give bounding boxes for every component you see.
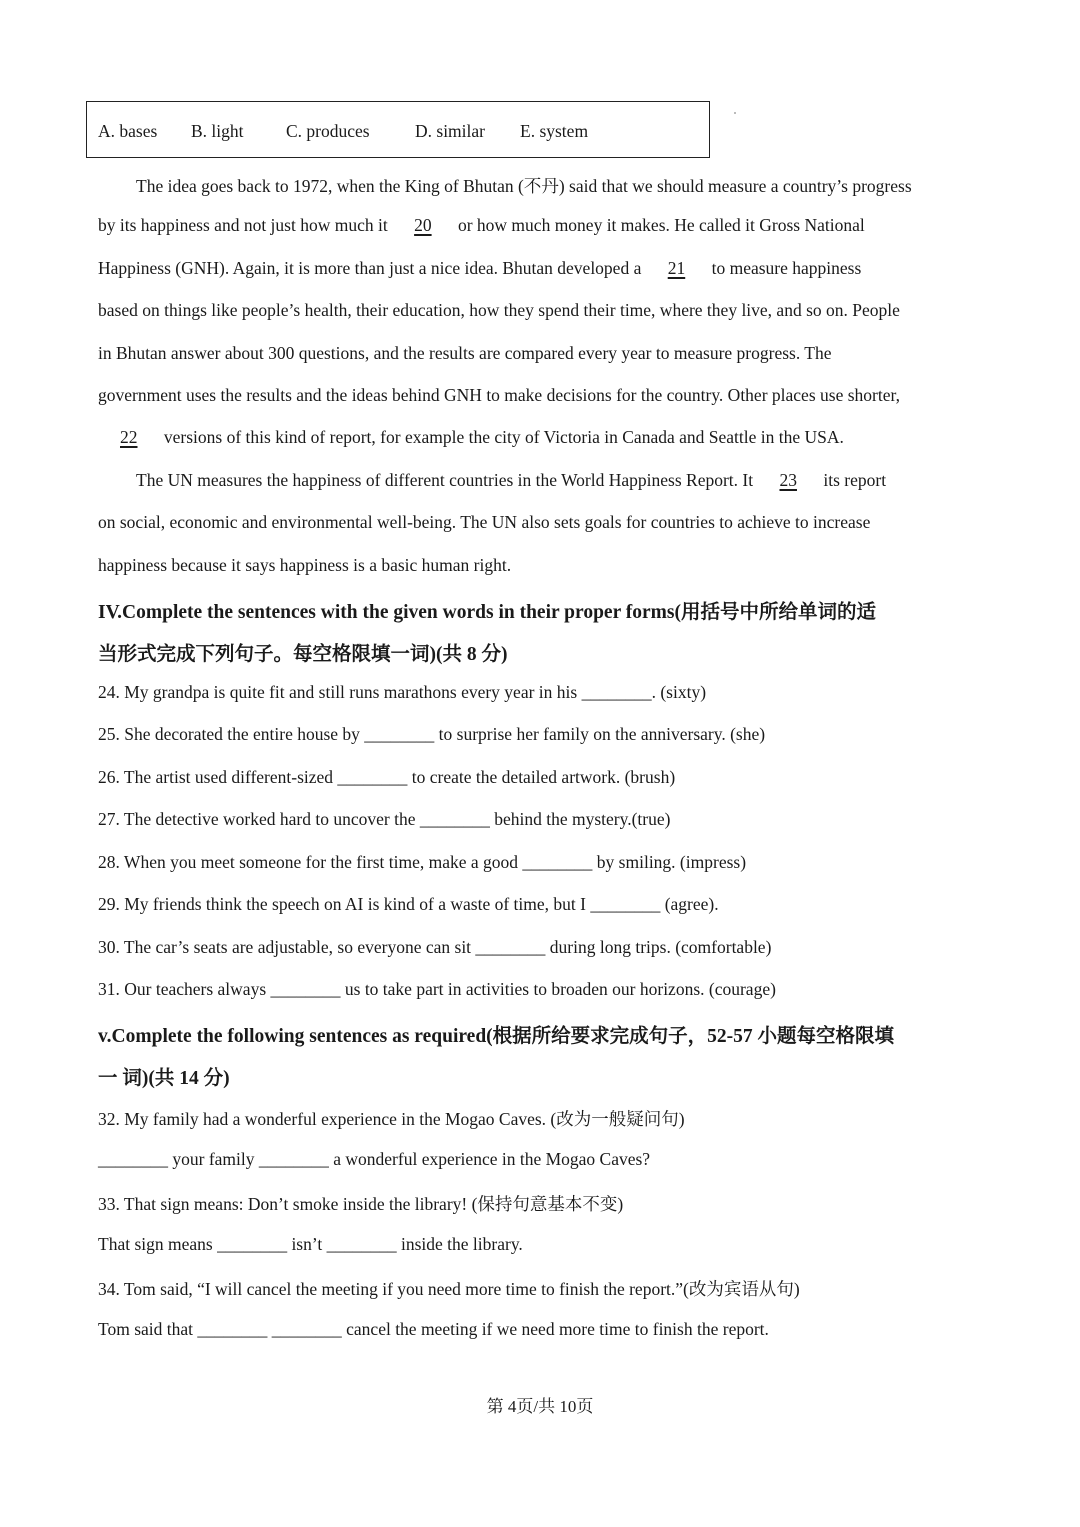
section-4-heading-cont: 当形式完成下列句子。每空格限填一词)(共 8 分) <box>98 644 508 665</box>
question-30[interactable]: 30. The car’s seats are adjustable, so everyone can sit ________ during long trips. (comfortable) <box>98 937 772 957</box>
passage-line: by its happiness and not just how much it 20 or how much money it makes. He called it Gross National <box>98 215 865 235</box>
scan-speck <box>734 112 736 114</box>
word-option-d: D. similar <box>415 121 485 141</box>
section-5-heading: v.Complete the following sentences as required(根据所给要求完成句子，52-57 小题每空格限填 <box>98 1026 895 1047</box>
blank-22[interactable]: 22 <box>120 427 138 447</box>
word-bank-box <box>86 101 710 158</box>
question-32-answer[interactable]: ________ your family ________ a wonderful experience in the Mogao Caves? <box>98 1149 651 1169</box>
passage-line: Happiness (GNH). Again, it is more than just a nice idea. Bhutan developed a 21 to measure happiness <box>98 258 862 278</box>
blank-23[interactable]: 23 <box>779 470 797 490</box>
question-29[interactable]: 29. My friends think the speech on AI is kind of a waste of time, but I ________ (agree). <box>98 894 719 914</box>
question-33-answer[interactable]: That sign means ________ isn’t ________ inside the library. <box>98 1234 523 1254</box>
question-31[interactable]: 31. Our teachers always ________ us to take part in activities to broaden our horizons. (courage) <box>98 979 776 999</box>
section-5-heading-cont: 一 词)(共 14 分) <box>98 1068 230 1089</box>
blank-20[interactable]: 20 <box>414 215 432 235</box>
passage-line: 22 versions of this kind of report, for example the city of Victoria in Canada and Seattle in the USA. <box>98 427 844 448</box>
word-option-e: E. system <box>520 121 589 141</box>
question-26[interactable]: 26. The artist used different-sized ________ to create the detailed artwork. (brush) <box>98 767 676 787</box>
question-25[interactable]: 25. She decorated the entire house by ________ to surprise her family on the anniversary. (she) <box>98 724 766 744</box>
passage-line: based on things like people’s health, their education, how they spend their time, where they live, and so on. People <box>98 300 900 320</box>
question-33-prompt: 33. That sign means: Don’t smoke inside the library! (保持句意基本不变) <box>98 1194 624 1214</box>
blank-21[interactable]: 21 <box>667 258 686 278</box>
question-28[interactable]: 28. When you meet someone for the first time, make a good ________ by smiling. (impress) <box>98 852 747 872</box>
question-32-prompt: 32. My family had a wonderful experience in the Mogao Caves. (改为一般疑问句) <box>98 1109 685 1129</box>
question-24[interactable]: 24. My grandpa is quite fit and still runs marathons every year in his ________. (sixty) <box>98 682 707 702</box>
question-34-prompt: 34. Tom said, “I will cancel the meeting if you need more time to finish the report.”(改为宾语从句) <box>98 1279 800 1299</box>
passage-line: in Bhutan answer about 300 questions, and the results are compared every year to measure progress. The <box>98 343 832 363</box>
question-34-answer[interactable]: Tom said that ________ ________ cancel the meeting if we need more time to finish the report. <box>98 1319 769 1339</box>
word-option-c: C. produces <box>286 121 370 141</box>
word-option-b: B. light <box>191 121 244 141</box>
passage-line: The idea goes back to 1972, when the King of Bhutan (不丹) said that we should measure a country’s progress <box>136 176 912 196</box>
passage-line: on social, economic and environmental well-being. The UN also sets goals for countries to achieve to increase <box>98 512 871 532</box>
passage-line: government uses the results and the ideas behind GNH to make decisions for the country. Other places use shorter, <box>98 385 900 405</box>
section-4-heading: IV.Complete the sentences with the given words in their proper forms(用括号中所给单词的适 <box>98 602 876 623</box>
page-number: 第 4页/共 10页 <box>486 1397 594 1416</box>
word-option-a: A. bases <box>98 121 158 141</box>
passage-line: happiness because it says happiness is a basic human right. <box>98 555 512 575</box>
question-27[interactable]: 27. The detective worked hard to uncover the ________ behind the mystery.(true) <box>98 809 671 829</box>
passage-line: The UN measures the happiness of different countries in the World Happiness Report. It 23 its report <box>136 470 887 490</box>
